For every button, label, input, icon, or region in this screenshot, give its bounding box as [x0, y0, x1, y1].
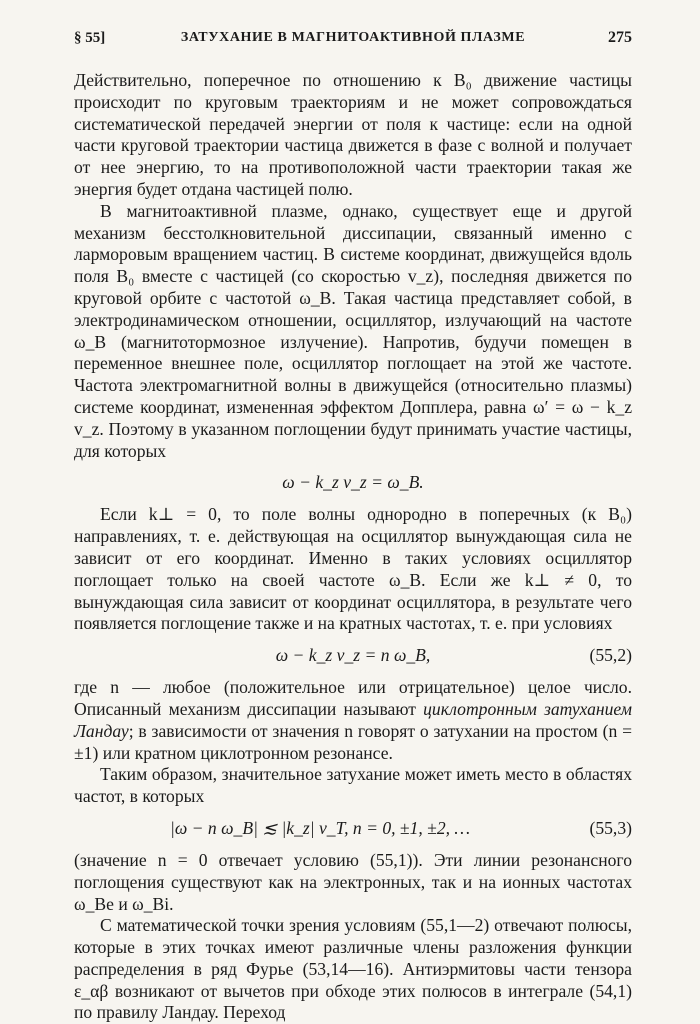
paragraph-2: В магнитоактивной плазме, однако, существует еще и другой механизм бесстолкновительной диссипации, связанный именно с ларморовым вращением частиц. В системе координат, движущейся вдоль поля B₀ вместе с частицей (со скоростью v_z), последняя движется по круговой орбите с частотой ω_B. Такая частица представляет собой, в электродинамическом отношении, осциллятор, излучающий на частоте ω_B (магнитотормозное излучение). Напротив, будучи помещен в переменное внешнее поле, осциллятор поглощает на этой же частоте. Частота электромагнитной волны в движущейся (относительно плазмы) системе координат, измененная эффектом Допплера, равна ω′ = ω − k_z v_z. Поэтому в указанном поглощении будут принимать участие частицы, для которых [74, 200, 632, 461]
paragraph-4-start: где n — любое (положительное или отрицательное) целое число. Описанный механизм диссипации называют [74, 677, 632, 719]
section-reference: § 55] [74, 30, 106, 46]
equation-formula: ω − k_z v_z = n ω_B, [275, 645, 431, 666]
equation-formula: |ω − n ω_B| ≲ |k_z| v_T, n = 0, ±1, ±2, … [170, 817, 471, 838]
paragraph-4 [74, 677, 632, 764]
equation-resonance [74, 472, 632, 494]
paragraph-3: Если k⊥ = 0, то поле волны однородно в поперечных (к B₀) направлениях, т. е. действующая на осциллятор вынуждающая сила не зависит от его координат. Именно в таких условиях осциллятор поглощает только на своей частоте ω_B. Если же k⊥ ≠ 0, то вынуждающая сила зависит от координат осциллятора, в результате чего появляется поглощение также и на кратных частотах, т. е. при условиях [74, 504, 632, 634]
paragraph-5: Таким образом, значительное затухание может иметь место в областях частот, в которых [74, 764, 632, 807]
term-cyclotron-landau-damping: циклотронным затуханием Ландау [74, 698, 632, 741]
equation-number: (55,2) [589, 645, 632, 666]
equation-number: (55,3) [589, 817, 632, 838]
paragraph-4-end: ; в зависимости от значения n говорят о затухании на простом (n = ±1) или кратном циклотронном резонансе. [74, 720, 632, 763]
page-body [74, 70, 632, 1024]
paragraph-1: Действительно, поперечное по отношению к B₀ движение частицы происходит по круговым траекториям и не может сопровождаться систематической передачей энергии от поля к частице: если на одной части круговой траектории частица движется в фазе с волной и получает от нее энергию, то на противоположной части траектории такая же энергия будет отдана частицей полю. [74, 70, 632, 199]
page-number: 275 [608, 29, 632, 46]
equation-55-3 [74, 818, 632, 840]
running-title: ЗАТУХАНИЕ В МАГНИТОАКТИВНОЙ ПЛАЗМЕ [180, 30, 526, 45]
paragraph-6: (значение n = 0 отвечает условию (55,1)). Эти линии резонансного поглощения существуют как на электронных, так и на ионных частотах ω_Be и ω_Bi. [74, 849, 632, 914]
running-header [74, 28, 632, 50]
equation-55-2 [74, 645, 632, 667]
equation-formula: ω − k_z v_z = ω_B. [282, 472, 424, 493]
paragraph-7: С математической точки зрения условиям (55,1—2) отвечают полюсы, которые в этих точках имеют различные члены разложения функции распределения в ряд Фурье (53,14—16). Антиэрмитовы части тензора ε_αβ возникают от вычетов при обходе этих полюсов в интеграле (54,1) по правилу Ландау. Переход [74, 915, 632, 1023]
